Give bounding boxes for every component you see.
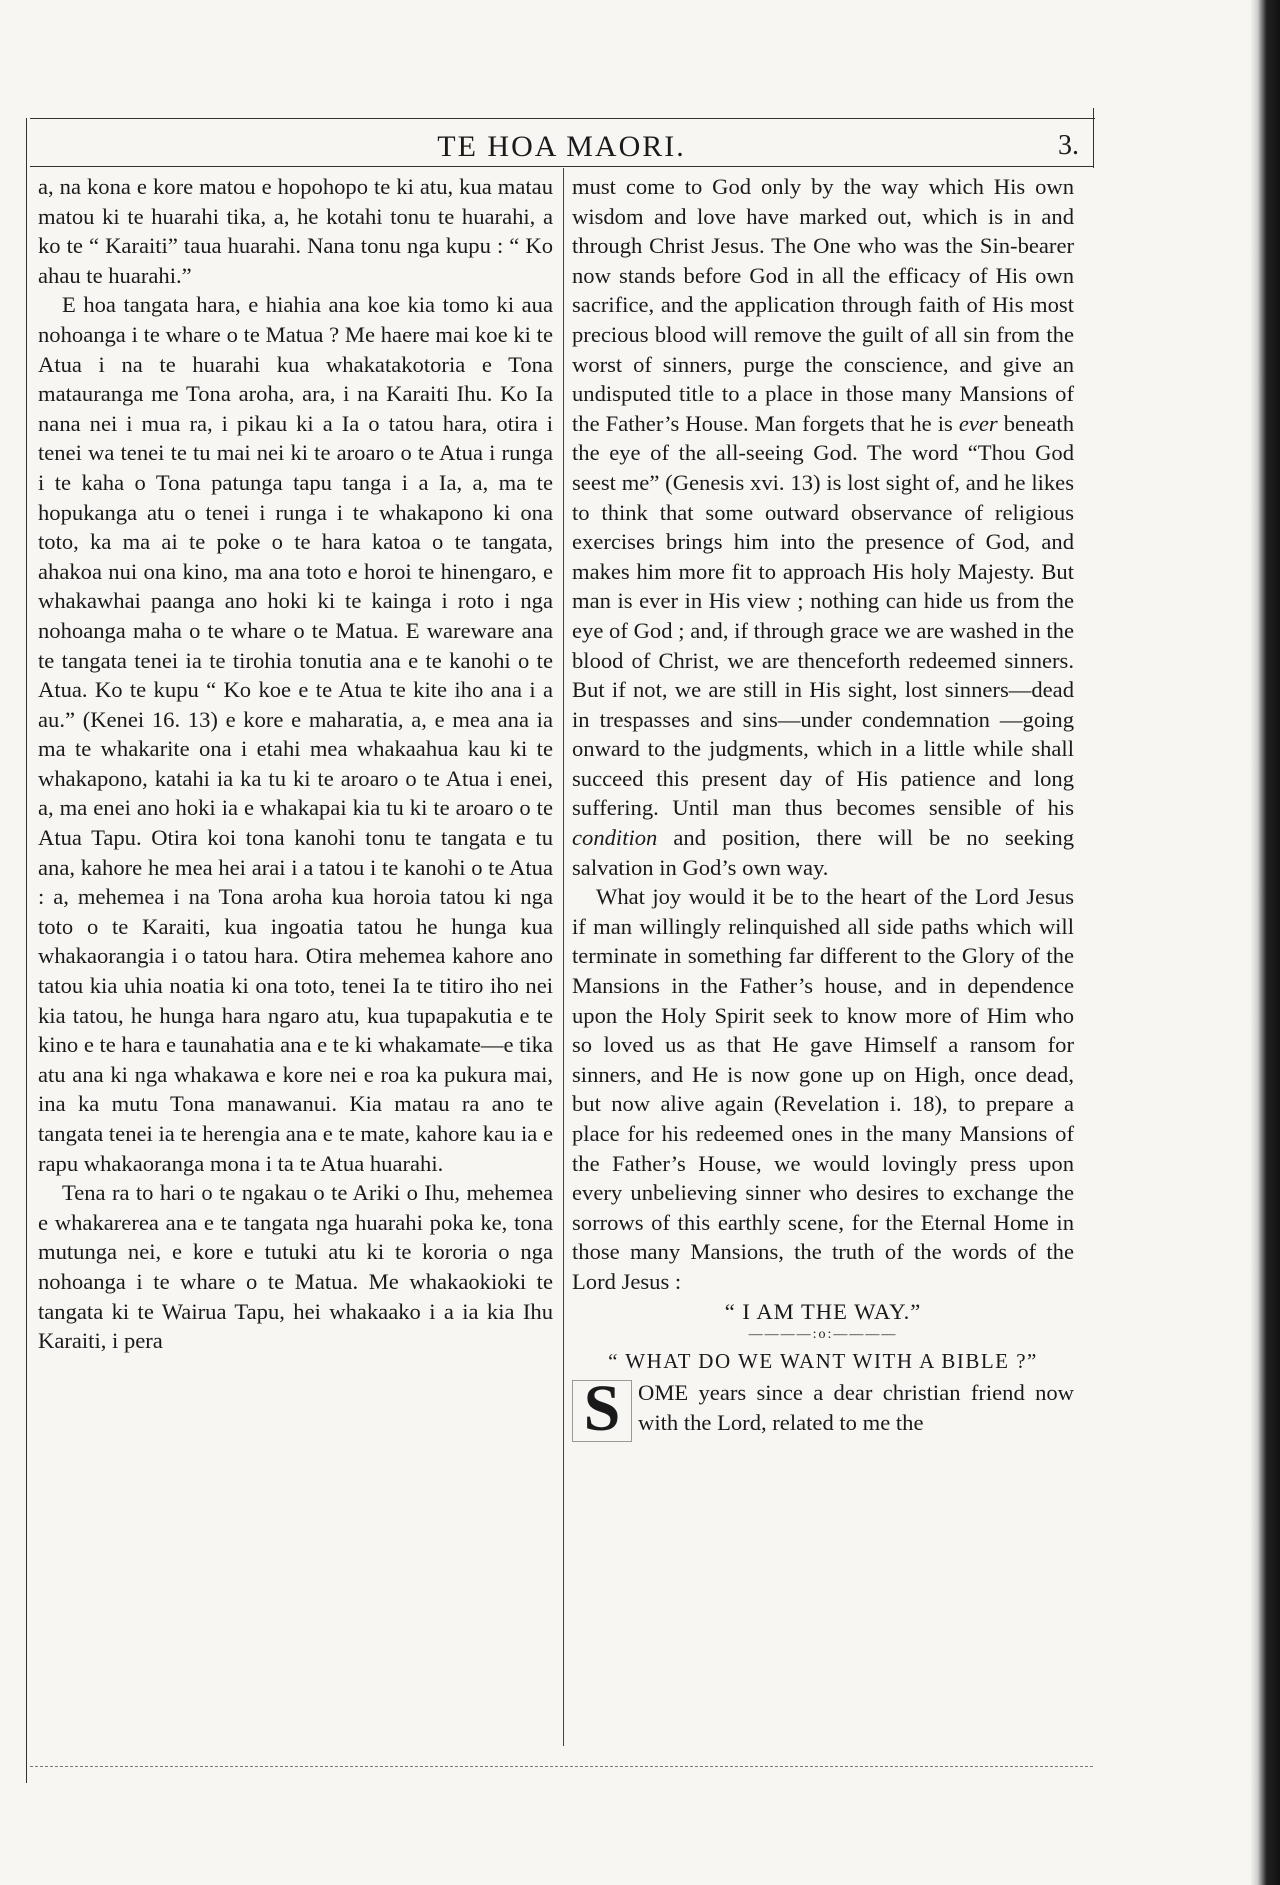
emphasis-text: ever [958, 410, 998, 436]
paragraph [572, 172, 1074, 882]
left-column [38, 172, 553, 1356]
column-divider [563, 168, 564, 1746]
left-frame-rule [26, 118, 27, 1783]
drop-cap: S [572, 1380, 632, 1442]
section-heading: “ WHAT DO WE WANT WITH A BIBLE ?” [608, 1349, 1038, 1374]
text-run: beneath the eye of the all-seeing God. The word “Thou God seest me” (Genesis xvi. 13) is lost sight of, and he likes to think that some outward observance of religious exercises brings him into the presence of God, and makes him more fit to approach His holy Majesty. But man is ever in His view ; nothing can hide us from the eye of God ; and, if through grace we are washed in the blood of Christ, we are thenceforth redeemed sinners. But if not, we are still in His sight, lost sinners—dead in trespasses and sins—under condemnation —going onward to the judgments, which in a little while shall succeed this present day of His patience and long suffering. Until man thus becomes sensible of his [572, 410, 1075, 821]
paragraph: Tena ra to hari o te ngakau o te Ariki o Ihu, mehemea e whakarerea ana e te tangata nga huarahi poka ke, tona mutunga nei, e kore e tutuki atu ki te kororia o nga nohoanga i te whare o te Matua. Me whakaokioki te tangata ki te Wairua Tapu, hei whakaako i a ia kia Ihu Karaiti, i pera [38, 1180, 553, 1354]
page-number: 3. [1058, 130, 1079, 161]
quote-line: “ I AM THE WAY.” [724, 1298, 922, 1324]
header-rule [30, 166, 1093, 167]
paragraph: What joy would it be to the heart of the Lord Jesus if man willingly relinquished all side paths which will terminate in something far different to the Glory of the Mansions in the Father’s house, and in dependence upon the Holy Spirit seek to know more of Him who so loved us as that He gave Himself a ransom for sinners, and He is now gone up on High, once dead, but now alive again (Revelation i. 18), to prepare a place for his redeemed ones in the many Mansions of the Father’s House, we would lovingly press upon every unbelieving sinner who desires to exchange the sorrows of this earthly scene, for the Eternal Home in those many Mansions, the truth of the words of the Lord Jesus : [572, 884, 1074, 1294]
running-title: TE HOA MAORI. [437, 130, 686, 163]
paragraph: E hoa tangata hara, e hiahia ana koe kia tomo ki aua nohoanga i te whare o te Matua ? Me haere mai koe ki te Atua i na te huarahi kua whakatakotoria e Tona matauranga me Tona aroha, ara, i na Karaiti Ihu. Ko Ia nana nei i mua ra, i pikau ki a Ia o tatou hara, otira i tenei wa tenei te tu mai nei ki te aroaro o te Atua i runga i te kaha o Tona patunga tapu tanga i a Ia, a, ma te hopukanga atu o tenei i runga i te whakapono ki ona toto, ka ma ai te poke o te hara katoa o te tangata, ahakoa nui ona kino, ma ana toto e horoi te hinengaro, e whakawhai paanga ano hoki ki te kainga i roto i nga nohoanga maha o te whare o te Matua. E wareware ana te tangata tenei ia te tirohia tonutia ana e te kanohi o te Atua. Ko te kupu “ Ko koe e te Atua te kite iho ana i a au.” (Kenei 16. 13) e kore e maharatia, a, e mea ana ia ma te whakarite ona i etahi mea whakaahua kau ki te whakapono, katahi ia ka tu ki te aroaro o te Atua i enei, a, ma enei ano hoki ia e whakapai kia tu ki te aroaro o te Atua Tapu. Otira koi tona kanohi tonu te tangata e tu ana, kahore he mea hei arai i a tatou i te kanohi o te Atua : a, mehemea i na Tona aroha kua horoia tatou ki nga toto o te Karaiti, kua ingoatia tatou he hunga kua whakaorangia i o tatou hara. Otira mehemea kahore ano tatou kia uhia noatia ki ona toto, tenei Ia te titiro iho nei kia tatou, he hunga hara ngaro atu, kua tupapakutia e te kino e te hara e taunahatia ana e te ki whakamate—e tika atu ana ki nga whakawa e kore nei e roa ka pukura mai, ina ka mutu Tona manawanui. Kia matau ra ano te tangata tenei ia te herengia ana e te mate, kahore kau ia e rapu whakaoranga mona i ta te Atua huarahi. [38, 292, 554, 1176]
text-run: and position, there will be no seeking salvation in God’s own way. [572, 825, 1074, 880]
text-run: OME years since a dear christian friend now with the Lord, related to me the [638, 1380, 1074, 1435]
right-frame-rule [1093, 108, 1094, 168]
emphasis-text: condition [572, 825, 658, 851]
bottom-rule [30, 1766, 1093, 1767]
text-run: must come to God only by the way which His own wisdom and love have marked out, which is in and through Christ Jesus. The One who was the Sin-bearer now stands before God in all the efficacy of His own sacrifice, and the application through faith of His most precious blood will remove the guilt of all sin from the worst of sinners, purge the conscience, and give an undisputed title to a place in those many Mansions of the Father’s House. Man forgets that he is [572, 174, 1074, 436]
top-rule [30, 118, 1095, 119]
right-column [572, 172, 1075, 1446]
ornamental-divider: ————:o:———— [748, 1327, 898, 1343]
paragraph [572, 1372, 1074, 1446]
page-header [30, 126, 1093, 166]
paragraph: a, na kona e kore matou e hopohopo te ki atu, kua matau matou ki te huarahi tika, a, he kotahi tonu te huarahi, a ko te “ Karaiti” taua huarahi. Nana tonu nga kupu : “ Ko ahau te huarahi.” [38, 174, 553, 288]
page-binding-edge [1250, 0, 1280, 1885]
